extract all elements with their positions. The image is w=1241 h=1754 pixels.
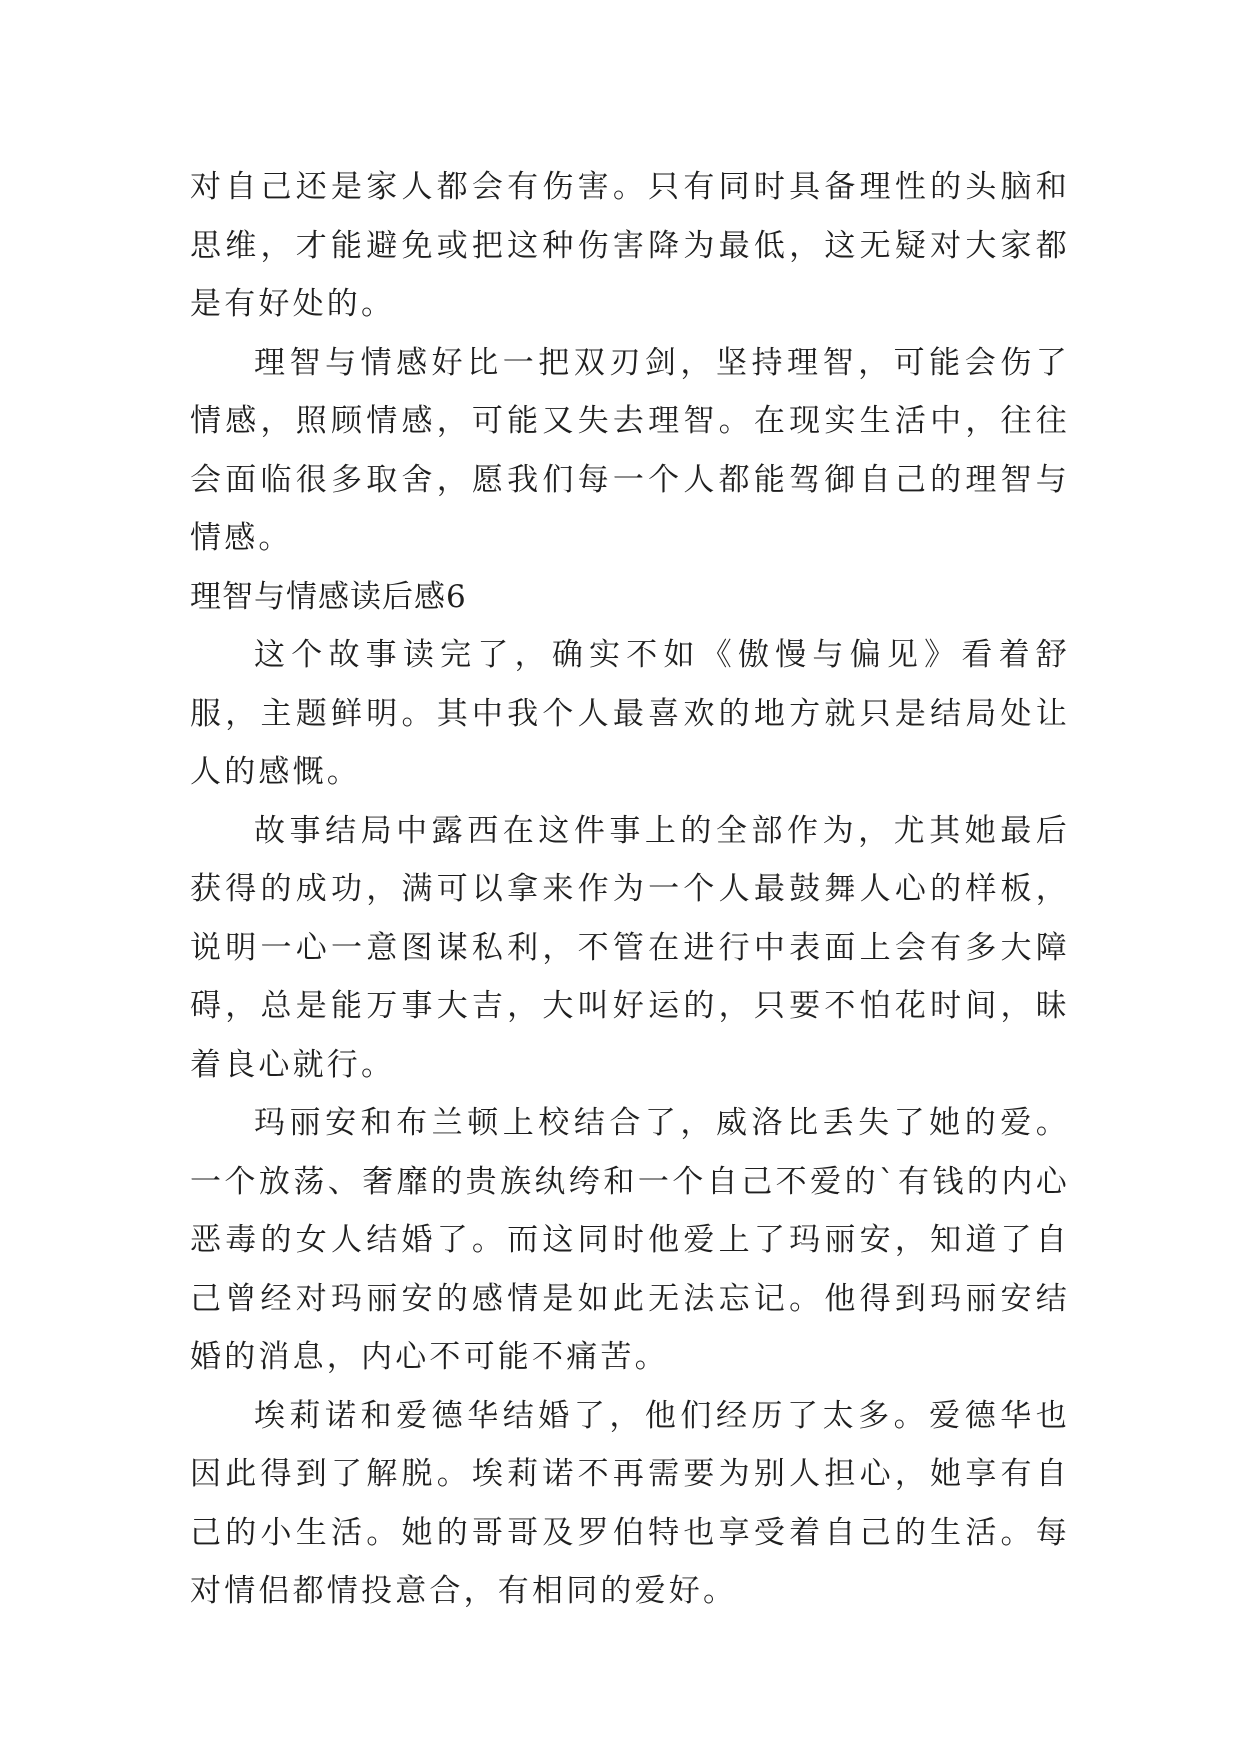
document-body <box>190 158 1070 1621</box>
paragraph-reason-emotion: 理智与情感好比一把双刃剑，坚持理智，可能会伤了情感，照顾情感，可能又失去理智。在现实生活中，往往会面临很多取舍，愿我们每一个人都能驾御自己的理智与情感。 <box>190 344 1070 556</box>
paragraph-story-finished: 这个故事读完了，确实不如《傲慢与偏见》看着舒服，主题鲜明。其中我个人最喜欢的地方就只是结局处让人的感慨。 <box>190 637 1070 790</box>
paragraph-continuation: 对自己还是家人都会有伤害。只有同时具备理性的头脑和思维，才能避免或把这种伤害降为最低，这无疑对大家都是有好处的。 <box>190 169 1070 322</box>
paragraph-marianne-brandon: 玛丽安和布兰顿上校结合了，威洛比丢失了她的爱。一个放荡、奢靡的贵族纨绔和一个自己不爱的`有钱的内心恶毒的女人结婚了。而这同时他爱上了玛丽安，知道了自己曾经对玛丽安的感情是如此无法忘记。他得到玛丽安结婚的消息，内心不可能不痛苦。 <box>190 1105 1070 1375</box>
section-heading: 理智与情感读后感6 <box>190 578 467 615</box>
paragraph-lucy-ending: 故事结局中露西在这件事上的全部作为，尤其她最后获得的成功，满可以拿来作为一个人最鼓舞人心的样板，说明一心一意图谋私利，不管在进行中表面上会有多大障碍，总是能万事大吉，大叫好运的，只要不怕花时间，昧着良心就行。 <box>190 812 1070 1083</box>
paragraph-elinor-edward: 埃莉诺和爱德华结婚了，他们经历了太多。爱德华也因此得到了解脱。埃莉诺不再需要为别人担心，她享有自己的小生活。她的哥哥及罗伯特也享受着自己的生活。每对情侣都情投意合，有相同的爱好。 <box>190 1397 1070 1609</box>
